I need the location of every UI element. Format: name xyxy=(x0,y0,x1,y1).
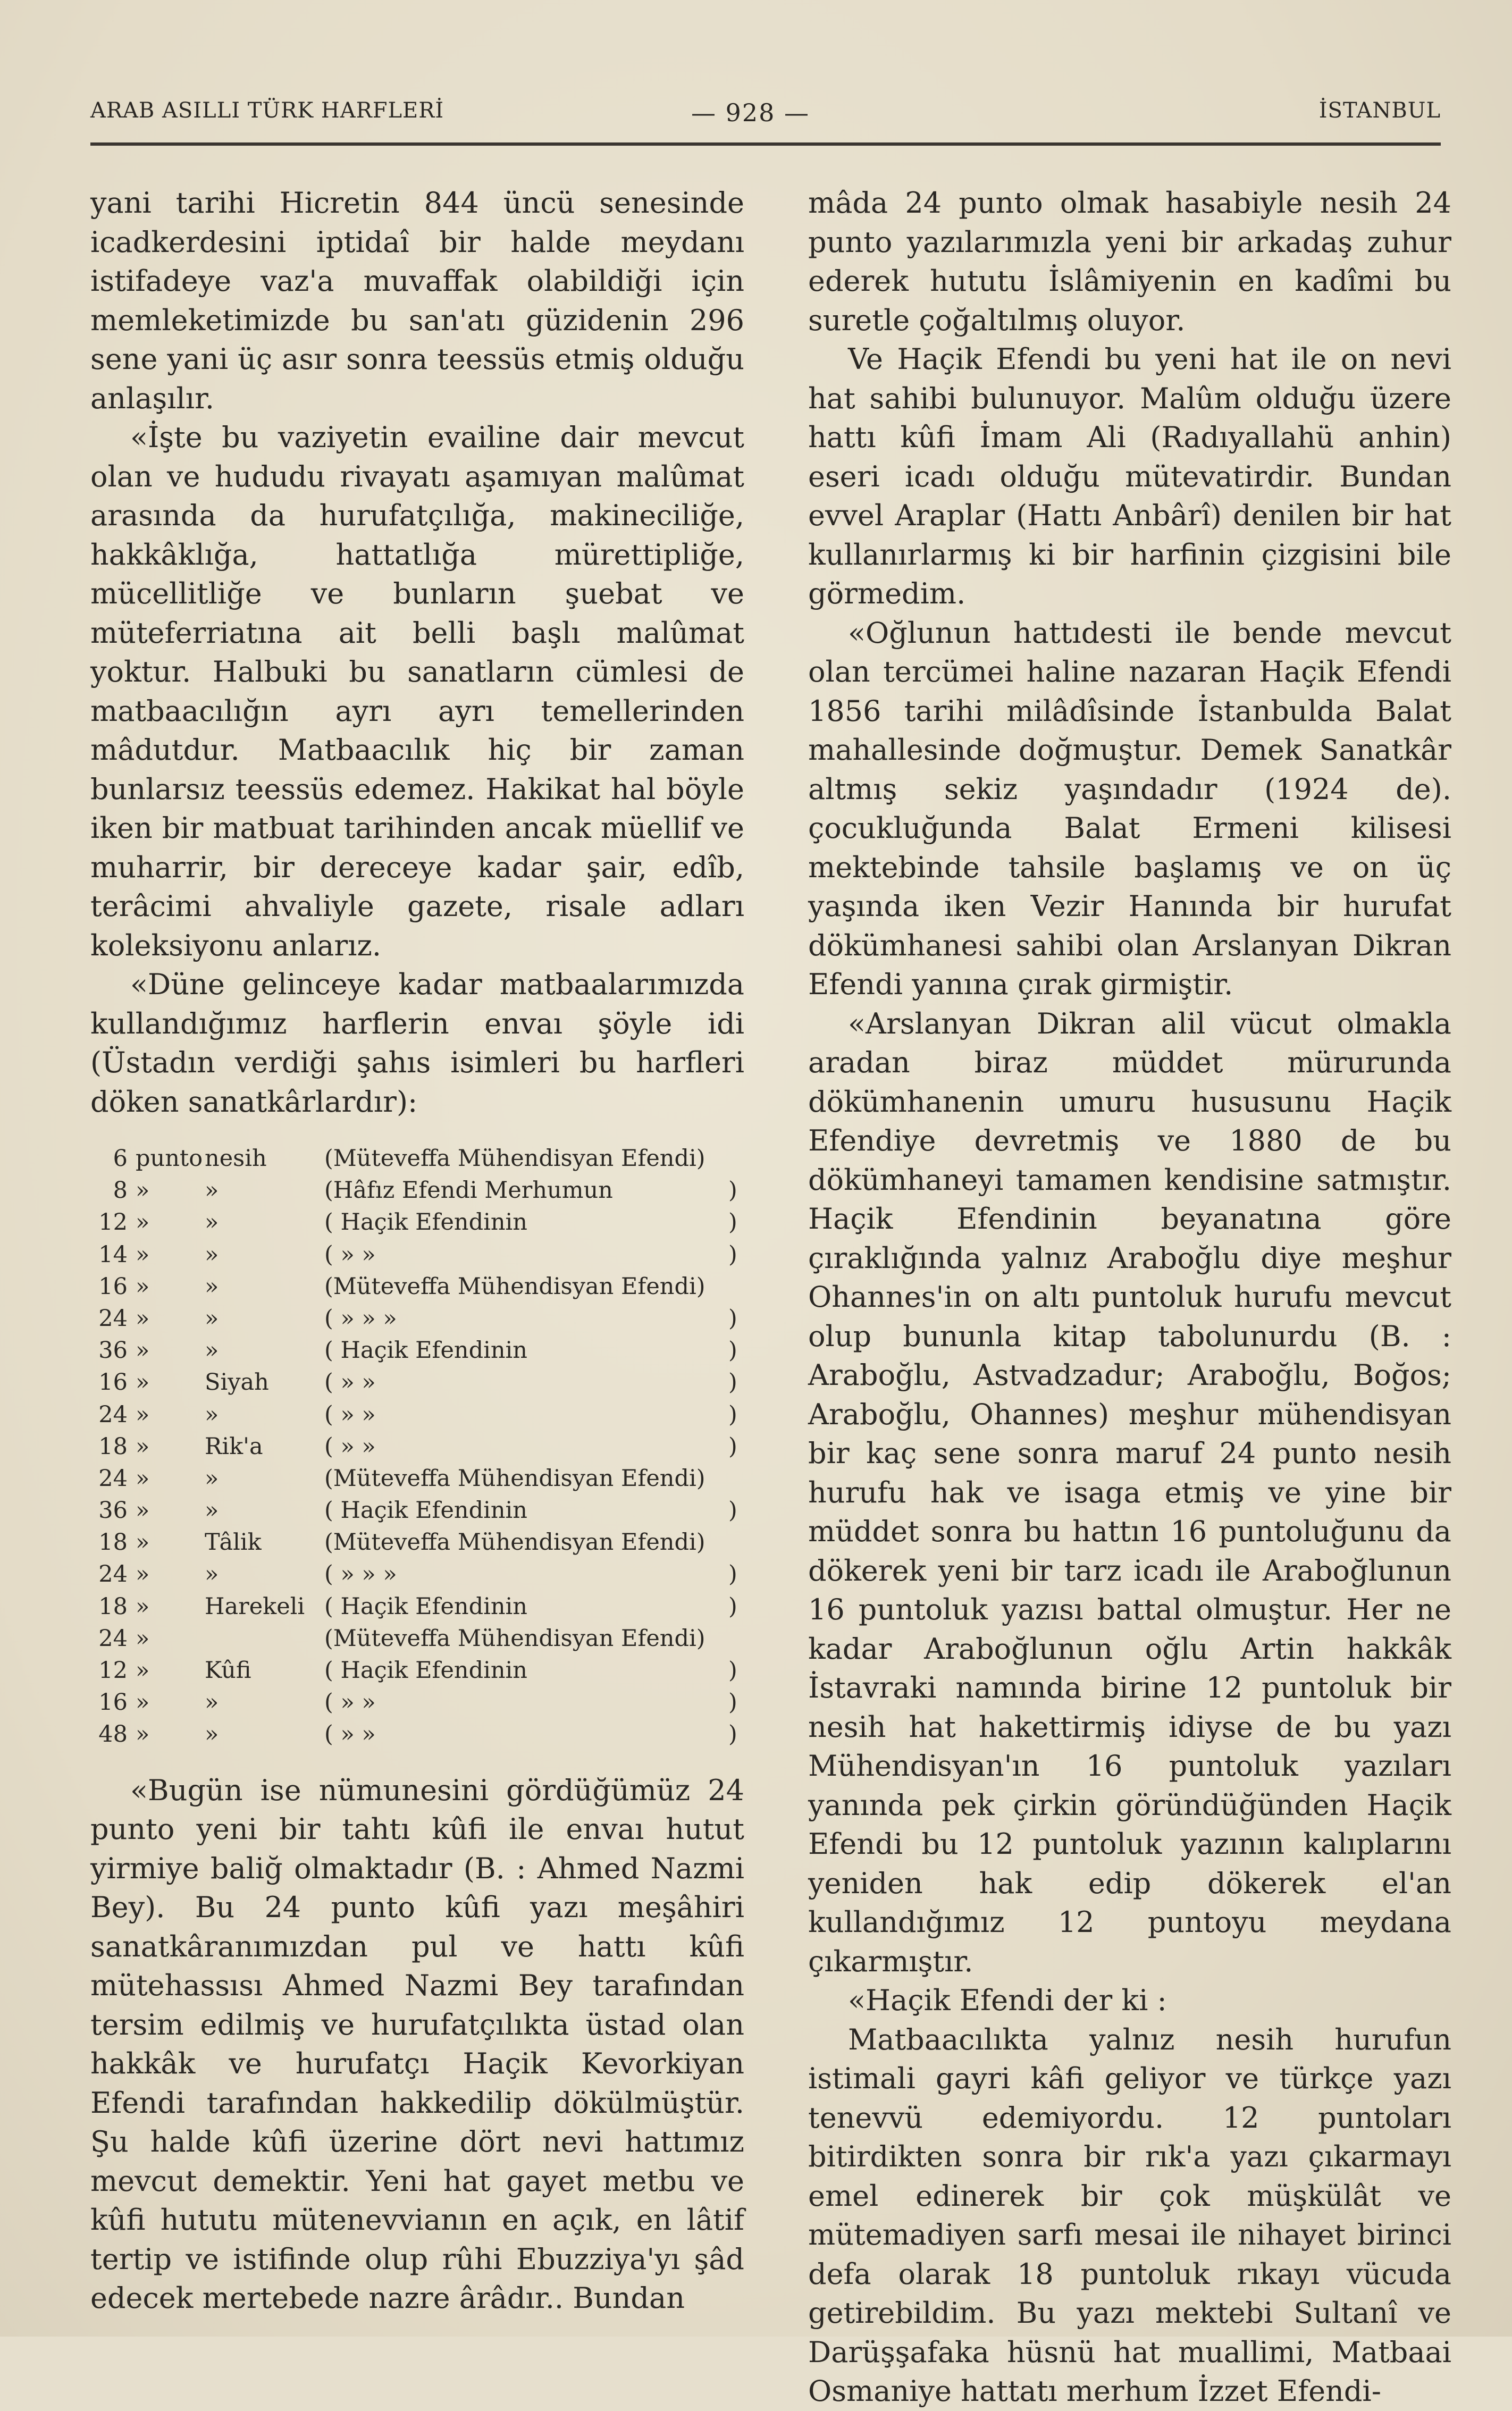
type-founder: ( Haçik Efendinin xyxy=(324,1209,528,1236)
type-size: 18 xyxy=(98,1433,128,1460)
type-unit: » xyxy=(136,1529,150,1556)
paragraph: mâda 24 punto olmak hasabiyle nesih 24 punto yazılarımızla yeni bir arkadaş zuhur ederek hututu İslâmiyenin en kadîmi bu suretle çoğaltılmış oluyor. xyxy=(808,186,1451,337)
type-style: » xyxy=(205,1497,219,1524)
paragraph: «Oğlunun hattıdesti ile bende mevcut olan tercümei haline nazaran Haçik Efendi 1856 tarihi milâdîsinde İstanbulda Balat mahallesinde doğmuştur. Demek Sanatkâr altmış sekiz yaşındadır (1924 de). çocukluğunda Balat Ermeni kilisesi mektebinde tahsile başlamış ve on üç yaşında iken Vezir Hanında bir hurufat dökümhanesi sahibi olan Arslanyan Dikran Efendi yanına çırak girmiştir. xyxy=(808,616,1451,1001)
type-style: » xyxy=(205,1689,219,1716)
type-size: 16 xyxy=(98,1273,128,1300)
header-rule xyxy=(90,142,1441,146)
type-founder: ( » » xyxy=(324,1401,376,1428)
type-style: » xyxy=(205,1401,219,1428)
type-style: » xyxy=(205,1305,219,1332)
type-size: 16 xyxy=(98,1369,128,1396)
type-founder: ( Haçik Efendinin xyxy=(324,1497,528,1524)
type-unit: » xyxy=(136,1433,150,1460)
type-unit: » xyxy=(136,1497,150,1524)
typeface-row xyxy=(90,1526,744,1558)
type-founder: ( » » xyxy=(324,1689,376,1716)
type-founder: (Müteveffa Mühendisyan Efendi) xyxy=(324,1273,705,1300)
type-founder: ( » » xyxy=(324,1241,376,1268)
right-column xyxy=(808,183,1451,2411)
left-column xyxy=(90,183,744,2318)
type-close: ) xyxy=(728,1177,737,1204)
type-founder: (Müteveffa Mühendisyan Efendi) xyxy=(324,1625,705,1652)
type-style: » xyxy=(205,1465,219,1492)
type-style: Kûfi xyxy=(205,1657,251,1684)
paragraph: yani tarihi Hicretin 844 üncü senesinde icadkerdesini iptidaî bir halde meydanı istifadeye vaz'a muvaffak olabildiği için memleketimizde bu san'atı güzidenin 296 sene yani üç asır sonra teessüs etmiş olduğu anlaşılır. xyxy=(90,186,744,415)
typeface-row xyxy=(90,1366,744,1398)
type-style: » xyxy=(205,1241,219,1268)
type-close: ) xyxy=(728,1433,737,1460)
type-size: 24 xyxy=(98,1561,128,1588)
typeface-row xyxy=(90,1686,744,1718)
typeface-row xyxy=(90,1623,744,1654)
typeface-list xyxy=(90,1143,744,1751)
typeface-row xyxy=(90,1431,744,1463)
type-size: 6 xyxy=(113,1145,128,1172)
type-close: ) xyxy=(728,1689,737,1716)
typeface-row xyxy=(90,1558,744,1590)
type-close: ) xyxy=(728,1305,737,1332)
type-close: ) xyxy=(728,1721,737,1748)
type-close: ) xyxy=(728,1561,737,1588)
type-size: 24 xyxy=(98,1305,128,1332)
type-unit: » xyxy=(136,1241,150,1268)
typeface-row xyxy=(90,1718,744,1750)
type-style: Harekeli xyxy=(205,1593,305,1620)
type-unit: » xyxy=(136,1689,150,1716)
type-style: nesih xyxy=(205,1145,267,1172)
paragraph: Matbaacılıkta yalnız nesih hurufun istimali gayri kâfi geliyor ve türkçe yazı tenevvü edemiyordu. 12 puntoları bitirdikten sonra bir rık'a yazı çıkarmayı emel edinerek bir çok müşkülât ve mütemadiyen sarfı mesai ile nihayet birinci defa olarak 18 puntoluk rıkayı vücuda getirebildim. Bu yazı mektebi Sultanî ve Darüşşafaka hüsnü hat muallimi, Matbaai Osmaniye hattatı merhum İzzet Efendi- xyxy=(808,2022,1451,2408)
type-style: » xyxy=(205,1337,219,1364)
type-founder: (Müteveffa Mühendisyan Efendi) xyxy=(324,1145,705,1172)
typeface-row xyxy=(90,1206,744,1238)
type-founder: (Müteveffa Mühendisyan Efendi) xyxy=(324,1529,705,1556)
type-founder: ( » » xyxy=(324,1721,376,1748)
type-close: ) xyxy=(728,1241,737,1268)
type-founder: ( Haçik Efendinin xyxy=(324,1657,528,1684)
type-size: 18 xyxy=(98,1593,128,1620)
type-size: 8 xyxy=(113,1177,128,1204)
type-unit: » xyxy=(136,1273,150,1300)
type-founder: ( Haçik Efendinin xyxy=(324,1593,528,1620)
type-style: Siyah xyxy=(205,1369,269,1396)
paragraph: Ve Haçik Efendi bu yeni hat ile on nevi hat sahibi bulunuyor. Malûm olduğu üzere hattı kûfi İmam Ali (Radıyallahü anhin) eseri icadı olduğu mütevatirdir. Bundan evvel Araplar (Hattı Anbârî) denilen bir hat kullanırlarmış ki bir harfinin çizgisini bile görmedim. xyxy=(808,342,1451,610)
type-style: » xyxy=(205,1273,219,1300)
type-unit: » xyxy=(136,1465,150,1492)
typeface-row xyxy=(90,1143,744,1174)
type-size: 14 xyxy=(98,1241,128,1268)
type-size: 12 xyxy=(98,1657,128,1684)
type-size: 16 xyxy=(98,1689,128,1716)
type-size: 18 xyxy=(98,1529,128,1556)
type-unit: » xyxy=(136,1721,150,1748)
type-unit: » xyxy=(136,1625,150,1652)
type-close: ) xyxy=(728,1337,737,1364)
typeface-row xyxy=(90,1591,744,1623)
type-unit: » xyxy=(136,1209,150,1236)
typeface-row xyxy=(90,1174,744,1206)
paragraph: «Arslanyan Dikran alil vücut olmakla aradan biraz müddet mürurunda dökümhanenin umuru hususunu Haçik Efendiye devretmiş ve 1880 de bu dökümhaneyi tamamen kendisine satmıştır. Haçik Efendinin beyanatına göre çıraklığında yalnız Araboğlu diye meşhur Ohannes'in on altı puntoluk hurufu mevcut olup bununla kitap tabolunurdu (B. : Araboğlu, Astvadzadur; Araboğlu, Boğos; Araboğlu, Ohannes) meşhur mühendisyan bir kaç sene sonra maruf 24 punto nesih hurufu hak ve isaga etmiş ve yine bir müddet sonra bu hattın 16 puntoluğunu da dökerek yeni bir tarz icadı ile Araboğlunun 16 puntoluk yazısı battal olmuştur. Her ne kadar Araboğlunun oğlu Artin hakkâk İstavraki namında birine 12 puntoluk bir nesih hat hakettirmiş idiyse de bu yazı Mühendisyan'ın 16 puntoluk yazıları yanında pek çirkin göründüğünden Haçik Efendi bu 12 puntoluk yazının kalıplarını yeniden hak edip dökerek el'an kullandığımız 12 puntoyu meydana çıkarmıştır. xyxy=(808,1006,1451,1978)
type-size: 12 xyxy=(98,1209,128,1236)
type-founder: ( » » xyxy=(324,1369,376,1396)
paragraph: «Düne gelinceye kadar matbaalarımızda kullandığımız harflerin envaı şöyle idi (Üstadın verdiği şahıs isimleri bu harfleri döken sanatkârlardır): xyxy=(90,968,744,1119)
type-close: ) xyxy=(728,1593,737,1620)
type-size: 24 xyxy=(98,1625,128,1652)
type-size: 24 xyxy=(98,1465,128,1492)
type-size: 24 xyxy=(98,1401,128,1428)
typeface-row xyxy=(90,1271,744,1303)
paragraph: «Bugün ise nümunesini gördüğümüz 24 punto yeni bir tahtı kûfi ile envaı hutut yirmiye baliğ olmaktadır (B. : Ahmed Nazmi Bey). Bu 24 punto kûfi yazı meşâhiri sanatkâranımızdan pul ve hattı kûfi mütehassısı Ahmed Nazmi Bey tarafından tersim edilmiş ve hurufatçılıkta üstad olan hakkâk ve hurufatçı Haçik Kevorkiyan Efendi tarafından hakkedilip dökülmüştür. Şu halde kûfi üzerine dört nevi hattımız mevcut demektir. Yeni hat gayet metbu ve kûfi hututu mütenevvianın en açık, en lâtif tertip ve istifinde olup rûhi Ebuzziya'yı şâd edecek mertebede nazre ârâdır.. Bundan xyxy=(90,1773,744,2315)
type-unit: » xyxy=(136,1369,150,1396)
type-close: ) xyxy=(728,1497,737,1524)
type-unit: » xyxy=(136,1657,150,1684)
typeface-row xyxy=(90,1654,744,1686)
type-founder: (Müteveffa Mühendisyan Efendi) xyxy=(324,1465,705,1492)
running-header xyxy=(90,98,1441,141)
type-unit: » xyxy=(136,1401,150,1428)
type-founder: ( » » xyxy=(324,1433,376,1460)
type-founder: ( » » » xyxy=(324,1561,397,1588)
typeface-row xyxy=(90,1494,744,1526)
type-style: » xyxy=(205,1721,219,1748)
type-style: » xyxy=(205,1561,219,1588)
type-close: ) xyxy=(728,1369,737,1396)
paragraph: «Haçik Efendi der ki : xyxy=(848,1984,1167,2017)
typeface-row xyxy=(90,1334,744,1366)
type-unit: » xyxy=(136,1305,150,1332)
type-founder: (Hâfız Efendi Merhumun xyxy=(324,1177,613,1204)
type-unit: » xyxy=(136,1337,150,1364)
page-number: — 928 — xyxy=(691,98,810,127)
typeface-row xyxy=(90,1303,744,1334)
type-founder: ( » » » xyxy=(324,1305,397,1332)
type-size: 36 xyxy=(98,1337,128,1364)
type-unit: » xyxy=(136,1177,150,1204)
type-founder: ( Haçik Efendinin xyxy=(324,1337,528,1364)
type-size: 36 xyxy=(98,1497,128,1524)
type-style: » xyxy=(205,1209,219,1236)
type-style: Rik'a xyxy=(205,1433,263,1460)
header-title: ARAB ASILLI TÜRK HARFLERİ xyxy=(90,98,444,123)
typeface-row xyxy=(90,1399,744,1431)
type-close: ) xyxy=(728,1401,737,1428)
type-size: 48 xyxy=(98,1721,128,1748)
type-unit: punto xyxy=(136,1145,203,1172)
typeface-row xyxy=(90,1239,744,1271)
type-close: ) xyxy=(728,1209,737,1236)
header-city: İSTANBUL xyxy=(1318,98,1441,123)
typeface-row xyxy=(90,1463,744,1494)
type-style: Tâlik xyxy=(205,1529,262,1556)
type-unit: » xyxy=(136,1561,150,1588)
type-close: ) xyxy=(728,1657,737,1684)
type-unit: » xyxy=(136,1593,150,1620)
type-style: » xyxy=(205,1177,219,1204)
paragraph: «İşte bu vaziyetin evailine dair mevcut olan ve hududu rivayatı aşamıyan malûmat arasında da hurufatçılığa, makineciliğe, hakkâklığa, hattatlığa mürettipliğe, mücellitliğe ve bunların şuebat ve müteferriatına ait belli başlı malûmat yoktur. Halbuki bu sanatların cümlesi de matbaacılığın ayrı ayrı temellerinden mâdutdur. Matbaacılık hiç bir zaman bunlarsız teessüs edemez. Hakikat hal böyle iken bir matbuat tarihinden ancak müellif ve muharrir, bir dereceye kadar şair, edîb, terâcimi ahvaliyle gazete, risale adları koleksiyonu anlarız. xyxy=(90,421,744,962)
